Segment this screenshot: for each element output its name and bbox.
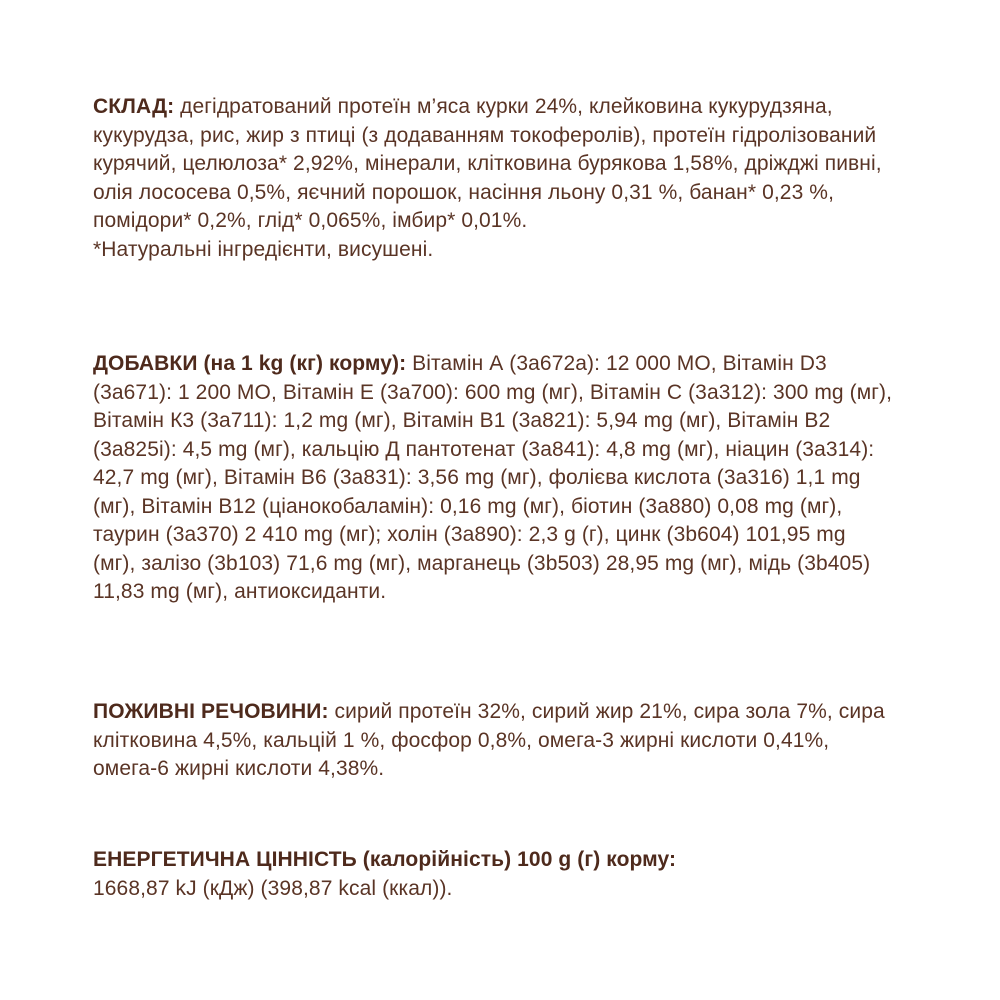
- nutrients-section: [93, 698, 893, 784]
- composition-text: дегідратований протеїн м’яса курки 24%, клейковина кукурудзяна, кукурудза, рис, жир з птиці (з додаванням токоферолів), протеїн гідролізований курячий, целюлоза* 2,92%, мінерали, клітковина бурякова 1,58%, дріжджі пивні, олія лососева 0,5%, яєчний порошок, насіння льону 0,31 %, банан* 0,23 %, помідори* 0,2%, глід* 0,065%, імбир* 0,01%.: [93, 95, 882, 232]
- composition-note: *Натуральні інгредієнти, висушені.: [93, 237, 434, 261]
- additives-section: [93, 350, 893, 607]
- additives-text: Вітамін А (3a672a): 12 000 МО, Вітамін D3 (3a671): 1 200 МО, Вітамін Е (3a700): 600 mg (мг), Вітамін С (3a312): 300 mg (мг), Вітамін К3 (3a711): 1,2 mg (мг), Вітамін В1 (3a821): 5,94 mg (мг), Вітамін В2 (3a825i): 4,5 mg (мг), кальцію Д пантотенат (3a841): 4,8 mg (мг), ніацин (3a314): 42,7 mg (мг), Вітамін В6 (3a831): 3,56 mg (мг), фолієва кислота (3a316) 1,1 mg (мг), Вітамін В12 (ціанокобаламін): 0,16 mg (мг), біотин (3a880) 0,08 mg (мг), таурин (3a370) 2 410 mg (мг); холін (3a890): 2,3 g (г), цинк (3b604) 101,95 mg (мг), залізо (3b103) 71,6 mg (мг), марганець (3b503) 28,95 mg (мг), мідь (3b405) 11,83 mg (мг), антиоксиданти.: [93, 352, 893, 603]
- energy-section: [93, 846, 893, 903]
- energy-text: 1668,87 kJ (кДж) (398,87 kcal (ккал)).: [93, 876, 453, 900]
- composition-label: СКЛАД:: [93, 95, 175, 118]
- composition-section: [93, 93, 893, 264]
- nutrients-text: сирий протеїн 32%, сирий жир 21%, сира зола 7%, сира клітковина 4,5%, кальцій 1 %, фосфор 0,8%, омега-3 жирні кислоти 0,41%, омега-6 жирні кислоти 4,38%.: [93, 700, 885, 780]
- energy-label: ЕНЕРГЕТИЧНА ЦІННІСТЬ (калорійність) 100 g (г) корму:: [93, 848, 677, 871]
- nutrients-label: ПОЖИВНІ РЕЧОВИНИ:: [93, 700, 329, 723]
- additives-label: ДОБАВКИ (на 1 kg (кг) корму):: [93, 352, 407, 375]
